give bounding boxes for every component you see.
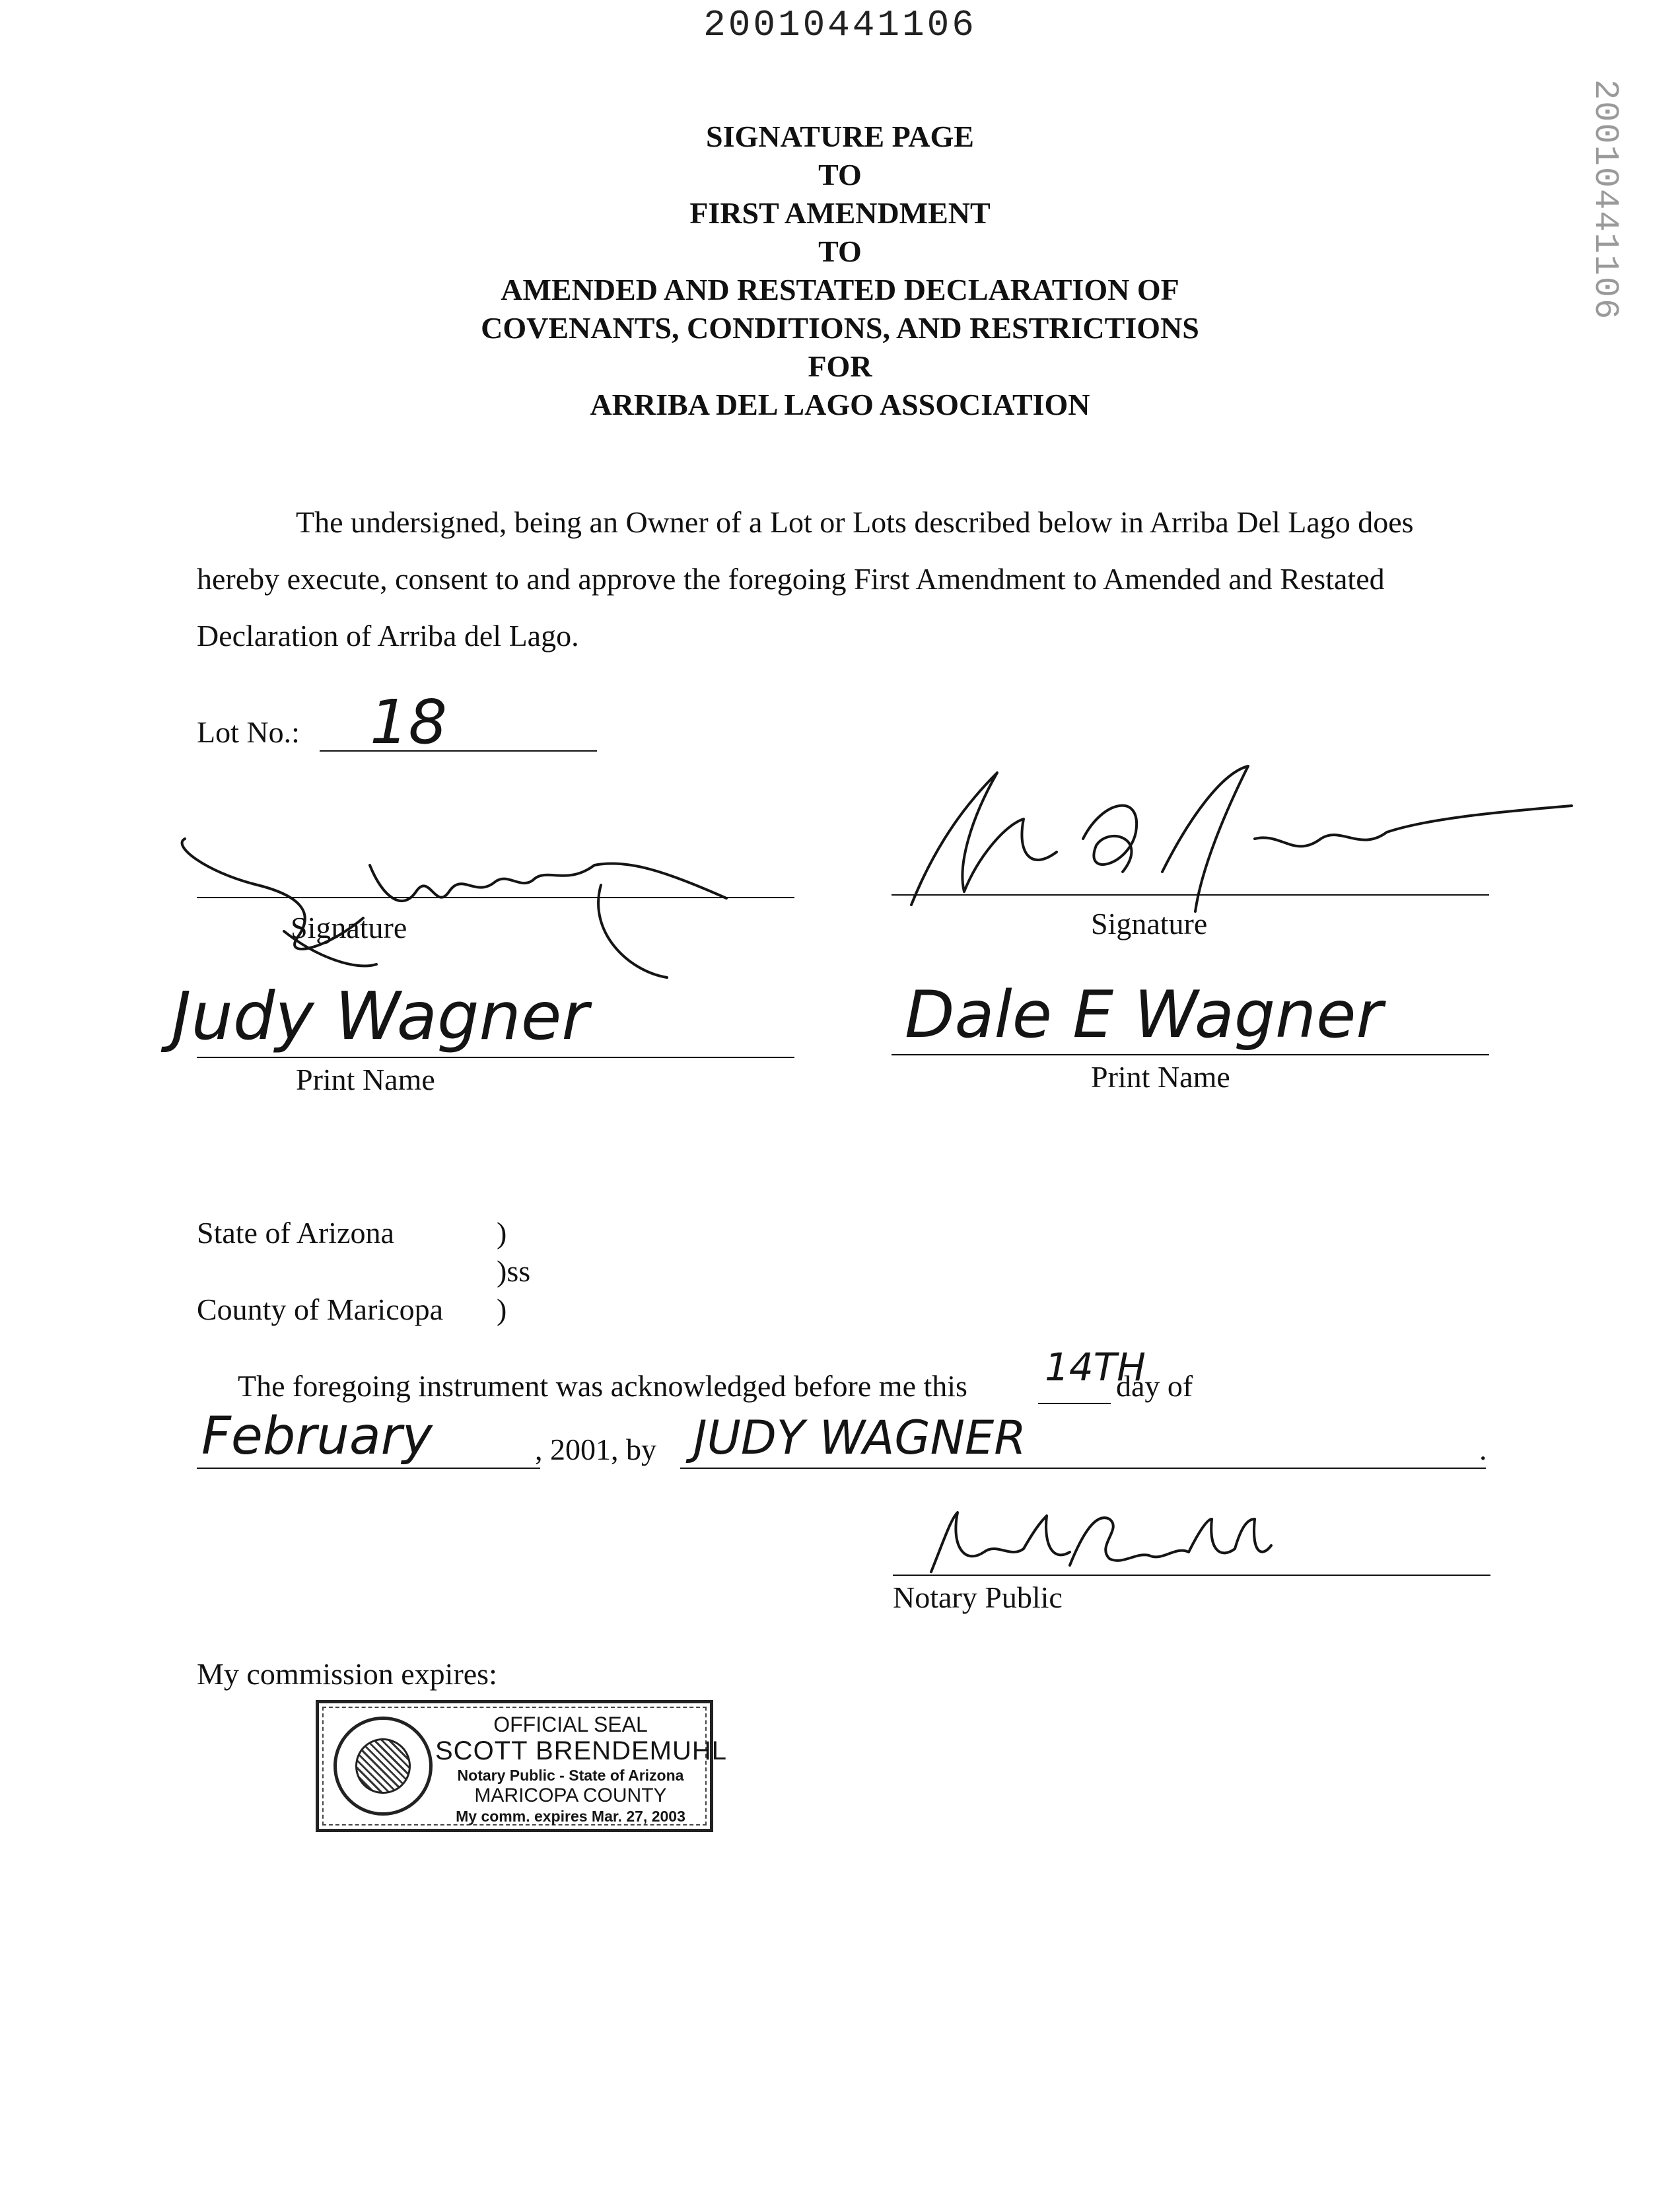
print-name-1-label: Print Name [296,1063,435,1096]
notary-signature-handwritten [911,1499,1281,1585]
print-name-2-line [892,1054,1489,1055]
notary-seal-stamp [316,1700,727,1832]
consent-paragraph [197,494,1485,664]
state-seal-emblem-icon [333,1717,433,1816]
title-line: FOR [808,349,872,383]
signature-2-line [892,894,1489,896]
seal-line-title: Notary Public - State of Arizona [457,1767,684,1784]
print-name-2-label: Print Name [1091,1060,1230,1094]
title-line: SIGNATURE PAGE [706,120,974,153]
lot-number-handwritten: 18 [370,687,448,758]
title-line: FIRST AMENDMENT [689,196,991,230]
venue-state: State of Arizona [197,1216,394,1250]
seal-text-block [435,1713,727,1826]
consent-text: The undersigned, being an Owner of a Lot or Lots described below in Arriba Del Lago does hereby execute, consent to and approve the foregoing First Amendment to Amended and Restated Declaration of Arriba del Lago. [197,505,1414,653]
venue-state-paren: ) [497,1216,507,1250]
title-line: COVENANTS, CONDITIONS, AND RESTRICTIONS [481,311,1199,345]
venue-ss: )ss [497,1254,531,1288]
document-number: 20010441106 [703,4,977,46]
signature-2-handwritten [885,760,1585,997]
seal-line-expiry: My comm. expires Mar. 27, 2003 [456,1808,685,1825]
seal-line-county: MARICOPA COUNTY [474,1785,667,1806]
venue-county: County of Maricopa [197,1293,444,1326]
day-underline [1038,1403,1111,1404]
signer-name-underline [680,1468,1486,1469]
title-line: AMENDED AND RESTATED DECLARATION OF [501,273,1179,306]
commission-expires-label: My commission expires: [197,1657,497,1691]
signature-1-label: Signature [291,911,407,944]
acknowledgment-text: The foregoing instrument was acknowledged before me this [238,1369,967,1403]
title-line: ARRIBA DEL LAGO ASSOCIATION [590,388,1090,421]
acknowledgment-year: , 2001, by [535,1433,656,1466]
day-handwritten: 14TH [1045,1345,1146,1390]
month-handwritten: February [201,1407,433,1466]
seal-line-name: SCOTT BRENDEMUHL [435,1736,727,1765]
notary-public-label: Notary Public [893,1580,1063,1614]
signature-1-handwritten [165,819,799,991]
side-recording-stamp: 20010441106 [1586,79,1625,321]
acknowledged-signer-handwritten: JUDY WAGNER [693,1411,1026,1465]
title-line: TO [818,158,862,192]
document-title [0,118,1680,424]
acknowledgment-period: . [1479,1433,1487,1466]
month-underline [197,1468,540,1469]
print-name-1-handwritten: Judy Wagner [172,977,589,1055]
acknowledgment-day-of: day of [1116,1369,1193,1403]
venue-county-paren: ) [497,1293,507,1326]
print-name-1-line [197,1057,794,1058]
signature-2-label: Signature [1091,907,1208,940]
lot-underline [320,750,597,752]
notary-signature-line [893,1575,1490,1576]
lot-label: Lot No.: [197,715,300,749]
signature-1-line [197,897,794,898]
title-line: TO [818,234,862,268]
seal-line-official: OFFICIAL SEAL [493,1713,648,1736]
print-name-2-handwritten: Dale E Wagner [905,977,1383,1053]
